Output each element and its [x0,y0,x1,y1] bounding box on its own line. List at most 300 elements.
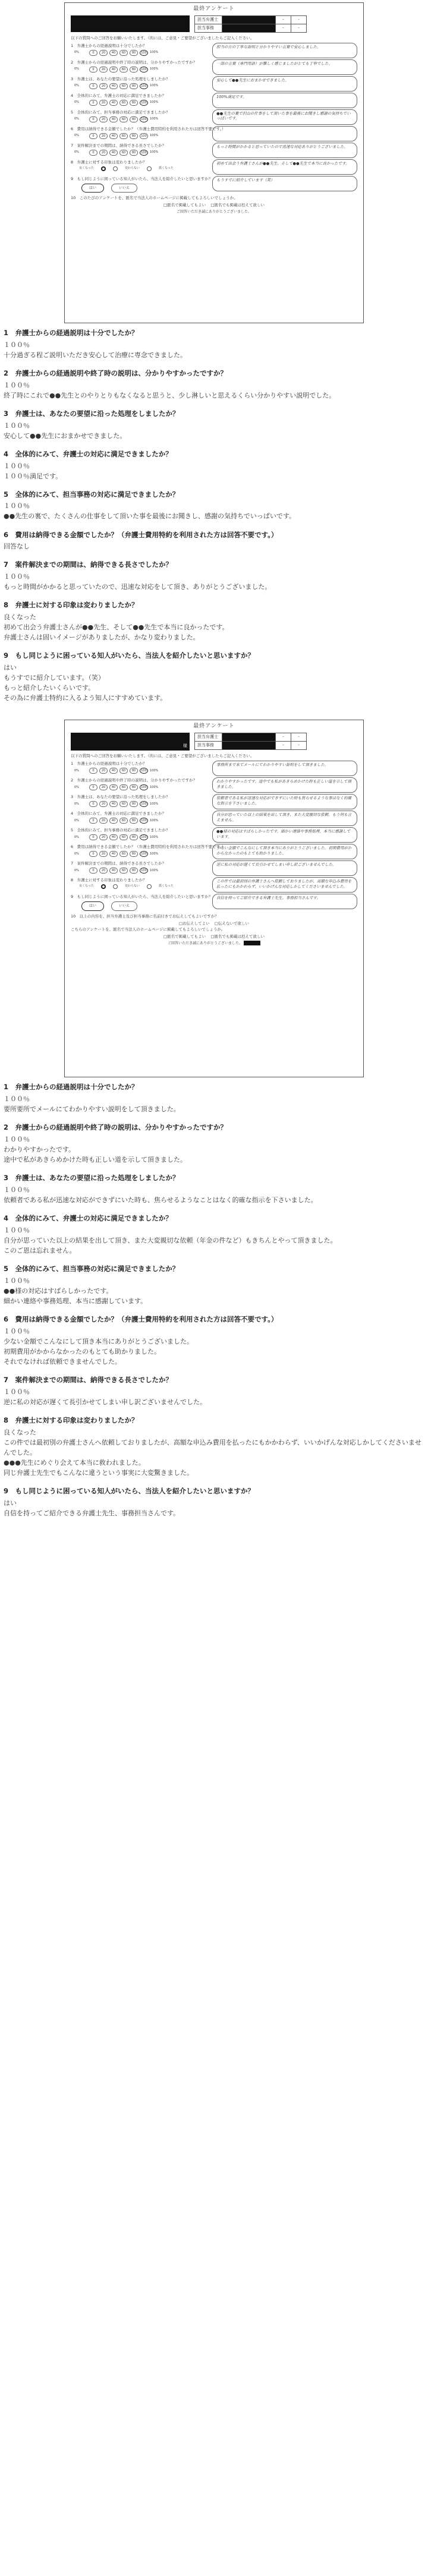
scale-min: 0% [74,84,79,88]
scale-point: 40 [109,83,118,89]
percent-scale [74,851,207,857]
scale-point: 60 [119,818,128,824]
answer-block [4,490,424,522]
answer-line: それでなければ依頼できませんでした。 [4,1357,121,1366]
share-yes-checkbox: □お伝えしてよい [178,920,210,926]
scale-max: 100% [150,852,159,856]
sheet-footer [71,195,357,215]
publish-checkboxes [71,202,357,208]
scale-caption: 悪くなった [159,884,174,888]
scale-min: 0% [74,67,79,71]
impression-dot [113,884,118,889]
percent-scale [74,67,207,72]
answer-text [4,1387,424,1407]
scale-min: 0% [74,852,79,856]
question-label: 5 全体的にみて、担当事務の対応に満足できましたか？ [71,828,170,833]
answer-text [4,1326,424,1367]
scale-point-selected: 100 [140,851,148,857]
answer-text [4,541,424,551]
scale-max: 100% [150,51,159,55]
scale-point: 20 [99,50,108,56]
impression-dot [113,166,118,171]
publish-yes-checkbox: □匿名で掲載してもよい [163,934,206,939]
question-label: 1 弁護士からの経過説明は十分でしたか？ [71,43,147,48]
answer-line: １００％ [4,1327,30,1335]
answer-text [4,572,424,592]
answer-line: 回答なし [4,543,30,551]
scale-min: 0% [74,802,79,806]
scale-point: 60 [119,784,128,790]
scale-point-selected: 100 [140,50,148,56]
answer-line: 安心して●●先生におまかせできました。 [4,431,127,440]
answer-block [4,560,424,592]
answer-line: 初めて出会う弁護士さんが●●先生、そして●●先生で本当に良かったです。 [4,623,229,632]
question-label: 7 案件解決までの期間は、納得できる長さでしたか？ [71,143,166,148]
scale-point: 80 [130,83,138,89]
answer-question: 3 弁護士は、あなたの要望に沿った処理をしましたか？ [4,1174,180,1183]
scale-point: 80 [130,768,138,774]
answer-text [4,1427,424,1478]
scale-point: 40 [109,834,118,840]
scale-point: 20 [99,784,108,790]
scale-point: 0 [89,83,97,89]
scale-point: 80 [130,851,138,857]
scale-point: 60 [119,133,128,139]
survey-sheet-1 [64,2,364,323]
scale-point: 80 [130,834,138,840]
office-label: 担当事務 [195,742,222,750]
scale-point-selected: 100 [140,768,148,774]
no-option: いいえ [111,184,137,193]
handwritten-comment: 事務所まで来てメールにてわかりやすい説明をして頂きました。 [212,761,357,776]
answer-text [4,1134,424,1165]
answer-line: １００％ [4,462,30,470]
answer-question: 6 費用は納得できる金額でしたか？（弁護士費用特約を利用された方は回答不要です。） [4,1314,278,1323]
answer-line: もうすでに紹介しています。（笑） [4,674,105,682]
publish-question: こちらのアンケートを、匿名で当法人のホームページに掲載してもよろしいでしょうか。 [71,926,225,932]
share-no-checkbox: □伝えないで欲しい [214,920,250,926]
question-label: 8 弁護士に対する印象は変わりましたか？ [71,159,147,165]
scale-max: 100% [150,835,159,839]
sheet-question-5 [71,827,357,843]
answer-line: 良くなった [4,1428,36,1436]
redacted-signature [244,941,260,945]
handwritten-comment: 自分が思っていた以上の結果を出して頂き、また大変親切な依頼。もう何も言えません。 [212,811,357,826]
scale-max: 100% [150,84,159,88]
redacted-lawyer [222,733,276,742]
scale-point: 0 [89,133,97,139]
office-label: 担当事務 [195,24,222,32]
scale-point-selected: 100 [140,83,148,89]
sheet-question-2 [71,777,357,793]
answer-line: 細かい連絡や事務処理、本当に感謝しています。 [4,1297,147,1305]
scale-point: 80 [130,116,138,122]
handwritten-comment: 一部の言葉（専門用語）が難しく感じましたがとても丁寧でした。 [212,59,357,75]
answer-text [4,1094,424,1114]
scale-point: 20 [99,116,108,122]
answer-line: 少ない金額でこんなにして頂き本当にありがとうございました。 [4,1337,193,1345]
answer-block [4,1415,424,1478]
answer-question: 2 弁護士からの経過説明や終了時の説明は、分かりやすかったですか？ [4,368,227,377]
answer-text [4,1185,424,1205]
yes-no-choice [81,184,207,193]
lawyer-label: 担当弁護士 [195,733,222,742]
handwritten-comment: もっと時間がかかると思っていたので迅速な対応ありがとうございました。 [212,143,357,158]
answer-block [4,409,424,441]
sheet-question-3 [71,76,357,92]
answer-line: １００％ [4,502,30,510]
scale-point-selected: 100 [140,868,148,874]
answer-block [4,1486,424,1518]
answer-line: １００％ [4,1388,30,1396]
answer-block [4,368,424,401]
answer-question: 8 弁護士に対する印象は変わりましたか？ [4,1415,139,1424]
handwritten-comment: 安心して●●先生におまかせできました。 [212,76,357,92]
question-label: 4 全体的にみて、弁護士の対応に満足できましたか？ [71,811,166,816]
thanks-row [71,941,357,946]
question-label: 6 費用は納得できる金額でしたか？（弁護士費用特約を利用された方は回答不要です。） [71,126,226,131]
answer-line: １００％ [4,1095,30,1103]
staff-table [194,733,307,750]
question-label: 6 費用は納得できる金額でしたか？（弁護士費用特約を利用された方は回答不要です。） [71,844,226,850]
scale-caption: 良くなった [79,166,95,170]
dash-cell: - [291,733,307,742]
answer-question: 5 全体的にみて、担当事務の対応に満足できましたか？ [4,490,180,499]
thanks-note: ご回答いただき誠にありがとうございました。 [176,210,251,215]
scale-point: 80 [130,801,138,807]
scale-point: 80 [130,133,138,139]
scale-max: 100% [150,768,159,773]
scale-point-selected: 100 [140,100,148,106]
answer-question: 4 全体的にみて、弁護士の対応に満足できましたか？ [4,449,172,458]
answer-question: 8 弁護士に対する印象は変わりましたか？ [4,601,139,610]
answer-text [4,380,424,401]
sheet-intro: 以下の質問へのご回答をお願いいたします。（的には、ご意見・ご要望がございましたらご記入ください。 [71,753,254,759]
answer-line: この件では最初別の弁護士さんへ依頼しておりましたが、高額な申込み費用を払ったにもかかわらず、いいかげんな対応しかしてくださいませんでした。 [4,1438,421,1456]
lawyer-label: 担当弁護士 [195,15,222,24]
scale-min: 0% [74,134,79,138]
answer-block [4,1213,424,1256]
handwritten-comment: 自信を持ってご紹介できる弁護士先生、事務担当さんです。 [212,894,357,909]
sheet-title: 最終アンケート [193,6,235,12]
scale-point: 60 [119,67,128,72]
scale-point: 60 [119,83,128,89]
impression-scale [79,884,207,889]
percent-scale [74,868,207,874]
question-label: 9 もし同じように困っている知人がいたら、当法人を紹介したいと思いますか？ [71,894,213,900]
scale-point: 0 [89,100,97,106]
question-label: 7 案件解決までの期間は、納得できる長さでしたか？ [71,861,166,866]
scale-point-selected: 100 [140,818,148,824]
scale-point: 40 [109,50,118,56]
answer-line: ●●●先生にめぐり会えて本当に救われました。 [4,1458,145,1467]
scale-max: 100% [150,150,159,155]
impression-dot-selected [101,166,106,171]
percent-scale [74,784,207,790]
percent-scale [74,818,207,824]
sheet-question-9 [71,176,357,193]
scale-max: 100% [150,134,159,138]
sheet-intro: 以下の質問へのご回答をお願いいたします。（的には、ご意見・ご要望がございましたらご記入ください。 [71,35,254,40]
scale-point: 0 [89,801,97,807]
scale-point-selected: 100 [140,784,148,790]
handwritten-comment: 少ない金額でこんなにして頂き本当にありがとうございました。初期費用がかからなかったのもとても助かりました。 [212,844,357,859]
scale-min: 0% [74,100,79,105]
publish-no-checkbox: □匿名でも掲載は控えて欲しい [210,934,265,939]
answer-line: わかりやすかったです。 [4,1146,75,1154]
survey-sheet-2 [64,720,364,1077]
sheet-question-6 [71,126,357,141]
answer-text [4,421,424,441]
handwritten-comment: 逆に私の対応が遅くて長引かせてしまい申し訳ございませんでした。 [212,860,357,876]
answer-line: 依頼者である私が迅速な対応ができずにいた時も、焦らせるようなことはなく的確な指示を下さいました。 [4,1196,317,1204]
sheet-title: 最終アンケート [193,723,235,730]
question-label: 9 もし同じように困っている知人がいたら、当法人を紹介したいと思いますか？ [71,176,213,181]
answer-line: １００％満足です。 [4,472,62,480]
sheet-question-7 [71,860,357,876]
redacted-office [222,742,276,750]
scale-point: 40 [109,768,118,774]
scale-min: 0% [74,818,79,822]
answer-line: その為に弁護士特約に入るよう知人にすすめています。 [4,694,167,702]
scale-point: 40 [109,150,118,156]
scale-point: 40 [109,868,118,874]
yes-option: はい [81,184,104,193]
sheet-footer [71,913,357,947]
answer-line: 自信を持ってご紹介できる弁護士先生、事務担当さんです。 [4,1509,180,1517]
answer-line: 良くなった [4,613,36,622]
scale-point: 40 [109,133,118,139]
scale-point-selected: 100 [140,67,148,72]
sheet-question-3 [71,794,357,809]
answer-text [4,663,424,703]
scale-point: 80 [130,868,138,874]
answer-block [4,1264,424,1306]
question-label: 3 弁護士は、あなたの要望に沿った処理をしましたか？ [71,794,170,800]
answer-line: １００％ [4,573,30,581]
sheet-question-list [71,761,357,876]
scale-point: 80 [130,100,138,106]
impression-dot-selected [101,884,106,889]
question-label: 2 弁護士からの経過説明や終了時の説明は、分かりやすかったですか？ [71,59,197,65]
percent-scale [74,116,207,122]
handwritten-comment: もうすでに紹介しています（笑） [212,176,357,191]
scale-point: 0 [89,868,97,874]
scale-point-selected: 100 [140,834,148,840]
answer-line: １００％ [4,1185,30,1194]
answer-question: 1 弁護士からの経過説明は十分でしたか？ [4,1083,139,1092]
scale-point: 20 [99,834,108,840]
dash-cell: - [291,742,307,750]
scale-point: 0 [89,50,97,56]
answer-text [4,612,424,642]
question-label: 2 弁護士からの経過説明や終了時の説明は、分かりやすかったですか？ [71,778,197,783]
scale-point: 40 [109,100,118,106]
publish-checkboxes [71,934,357,939]
percent-scale [74,100,207,106]
answer-line: １００％ [4,1226,30,1234]
redacted-client-name [71,733,190,751]
answer-line: 十分過ぎる程ご説明いただき安心して治療に専念できました。 [4,351,187,359]
answer-question: 7 案件解決までの期間は、納得できる長さでしたか？ [4,1375,172,1384]
scale-point-selected: 100 [140,801,148,807]
publish-no-checkbox: □匿名でも掲載は控えて欲しい [210,203,265,208]
answer-line: 途中で私があきらめかけた時も正しい道を示して頂きました。 [4,1156,187,1164]
honorific: 様 [183,743,187,749]
share-checkboxes [71,920,357,926]
scale-max: 100% [150,868,159,872]
scale-point: 80 [130,784,138,790]
handwritten-comment: 担当の方の丁寧な説明と分かりやすい言葉で安心しました。 [212,43,357,58]
scale-point: 80 [130,818,138,824]
dash-cell: - [276,742,291,750]
answer-text [4,1276,424,1306]
scale-max: 100% [150,802,159,806]
sheet-header [71,15,357,33]
answer-block [4,1082,424,1114]
answer-line: １００％ [4,1135,30,1143]
scale-point: 0 [89,768,97,774]
scale-max: 100% [150,67,159,71]
scale-caption: 変わらない [125,884,140,888]
answer-line: １００％ [4,1276,30,1285]
answer-line: ●●先生の裏で、たくさんの仕事をして頂いた事を最後にお聞きし、感謝の気持ちでいっぱいです。 [4,512,295,521]
scale-point: 0 [89,818,97,824]
answer-question: 6 費用は納得できる金額でしたか？（弁護士費用特約を利用された方は回答不要です。） [4,530,278,539]
scale-max: 100% [150,818,159,822]
scale-point: 60 [119,100,128,106]
impression-dot [147,166,152,171]
question-label: 4 全体的にみて、弁護士の対応に満足できましたか？ [71,93,166,98]
handwritten-comment: ●●様の対応はすばらしかったです。細かい連絡や事務処理、本当に感謝しています。 [212,827,357,843]
answer-question: 5 全体的にみて、担当事務の対応に満足できましたか？ [4,1264,180,1273]
scale-point: 40 [109,784,118,790]
scale-max: 100% [150,785,159,789]
dash-cell: - [276,733,291,742]
answer-line: 要所要所でメールにてわかりやすい説明をして頂きました。 [4,1105,180,1114]
scale-point: 60 [119,834,128,840]
answer-question: 1 弁護士からの経過説明は十分でしたか？ [4,329,139,337]
handwritten-comment: この件では最初別の弁護士さんへ依頼しておりましたが、高額な申込み費用を払ったにもかかわらず、いいかげんな対応しかしてくださいませんでした。 [212,877,357,893]
publish-yes-checkbox: □匿名で掲載してもよい [163,203,206,208]
scale-max: 100% [150,100,159,105]
dash-cell: - [291,15,307,24]
scale-point: 20 [99,868,108,874]
scale-point: 60 [119,851,128,857]
scale-point: 60 [119,116,128,122]
answer-block [4,1314,424,1367]
question-label: 8 弁護士に対する印象は変わりましたか？ [71,878,147,883]
answer-line: ●●様の対応はすばらしかったです。 [4,1287,113,1295]
scale-caption: 変わらない [125,166,140,170]
answer-line: 初期費用がかからなかったのもとても助かりました。 [4,1347,160,1355]
answer-line: このご恩は忘れません。 [4,1246,76,1254]
question-label: 3 弁護士は、あなたの要望に沿った処理をしましたか？ [71,76,170,81]
redacted-lawyer [222,15,276,24]
staff-table [194,15,307,33]
scale-min: 0% [74,150,79,155]
scale-point: 0 [89,784,97,790]
answer-line: 逆に私の対応が遅くて長引かせてしまい申し訳ございませんでした。 [4,1398,206,1406]
scale-point-selected: 100 [140,116,148,122]
answer-line: １００％ [4,381,30,389]
sheet-question-1 [71,761,357,776]
scale-point: 40 [109,801,118,807]
scale-point: 60 [119,801,128,807]
publish-question: 10 このたびのアンケートを、匿名で当法人のホームページに掲載してもよろしいでしょうか。 [71,196,238,201]
sheet-question-8 [71,877,357,893]
sheet-question-9 [71,894,357,910]
redacted-client-name [71,15,190,32]
answer-text [4,461,424,481]
scale-point: 60 [119,868,128,874]
dash-cell: - [276,24,291,32]
answer-line: １００％ [4,421,30,430]
scale-min: 0% [74,835,79,839]
percent-scale [74,83,207,89]
impression-scale [79,166,207,171]
sheet-question-8 [71,159,357,175]
answer-question: 9 もし同じように困っている知人がいたら、当法人を紹介したいと思いますか？ [4,1486,254,1495]
percent-scale [74,801,207,807]
handwritten-comment [212,126,357,141]
answer-line: １００％ [4,340,30,349]
sheet-question-4 [71,93,357,108]
answer-block [4,1123,424,1165]
impression-dot [147,884,152,889]
percent-scale [74,133,207,139]
scale-point-selected: 100 [140,150,148,156]
answer-line: はい [4,1499,17,1507]
handwritten-comment: 100%満足です。 [212,93,357,108]
scale-min: 0% [74,51,79,55]
answer-line: もっと紹介したいくらいです。 [4,684,95,692]
scale-point: 0 [89,150,97,156]
scale-point: 0 [89,851,97,857]
answer-block [4,449,424,481]
sheet-question-4 [71,811,357,826]
scale-point: 20 [99,83,108,89]
percent-scale [74,834,207,840]
yes-no-choice [81,901,207,910]
question-label: 1 弁護士からの経過説明は十分でしたか？ [71,761,147,767]
answer-block [4,328,424,360]
handwritten-comment: 依頼者である私が迅速な対応ができずにいた時も焦らせるような事はなく的確な指示を下さいました。 [212,794,357,809]
sheet-question-list [71,43,357,158]
scale-point: 40 [109,116,118,122]
dash-cell: - [276,15,291,24]
handwritten-comment: わかりやすかったです。途中でも私があきらめかけた時も正しい道を示して頂きました。 [212,777,357,793]
scale-point: 20 [99,818,108,824]
answer-question: 3 弁護士は、あなたの要望に沿った処理をしましたか？ [4,409,180,418]
answer-question: 9 もし同じように困っている知人がいたら、当法人を紹介したいと思いますか？ [4,651,254,660]
percent-scale [74,150,207,156]
redacted-office [222,24,276,32]
scale-point: 0 [89,116,97,122]
scale-point: 20 [99,768,108,774]
sheet-question-6 [71,844,357,859]
answer-line: 終了時にこれで●●先生とのやりとりもなくなると思うと、少し淋しいと思えるくらい分かりやすい説明でした。 [4,391,336,399]
answer-block [4,600,424,642]
scale-point: 20 [99,133,108,139]
scale-min: 0% [74,768,79,773]
sheet-question-7 [71,143,357,158]
scale-max: 100% [150,117,159,121]
answer-text [4,1498,424,1518]
share-question: 10 以上の内容を、担当弁護士及び担当事務に名前付きでお伝えしてもよいですか？ [71,913,219,919]
scale-caption: 悪くなった [159,166,174,170]
scale-point: 60 [119,150,128,156]
